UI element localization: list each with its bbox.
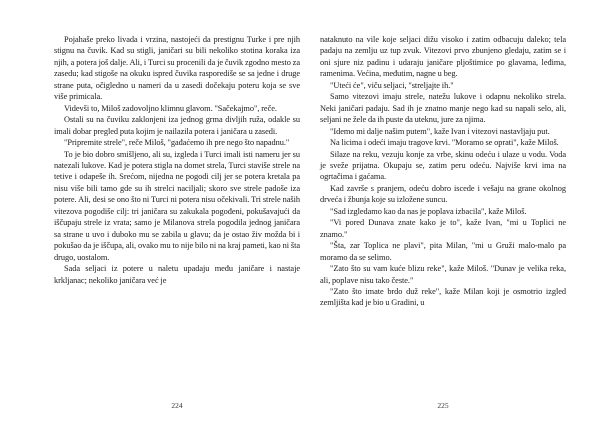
paragraph: Ostali su na čuviku zaklonjeni iza jednog grma divljih ruža, odakle su imali dobar pregled puta kojim je nailazila potera i janičara u zasedi. <box>54 115 300 136</box>
left-page-text <box>54 34 300 286</box>
paragraph: Sada seljaci iz potere u naletu upadaju među janičare i nastaje krkljanac; nekoliko janičara već je <box>54 264 300 285</box>
paragraph: "Zato što su vam kuće blizu reke", kaže Miloš. "Dunav je velika reka, ali, poplave nisu tako česte." <box>320 264 566 285</box>
paragraph: Kad završe s pranjem, odeću dobro iscede i vešaju na grane okolnog drveća i žbunja koje su izložene suncu. <box>320 183 566 205</box>
paragraph: "Idemo mi dalje našim putem", kaže Ivan i vitezovi nastavljaju put. <box>330 126 550 136</box>
paragraph: Samo vitezovi imaju strele, natežu lukove i odapnu nekoliko strela. Neki janičari padaju. Sad ih je znatno manje nego kad su napali selo, ali, seljani ne žele da ih puste da uteknu, jure za njima. <box>320 92 566 125</box>
paragraph: "Sad izgledamo kao da nas je poplava izbacila", kaže Miloš. <box>330 206 527 216</box>
paragraph: Pojahaše preko livada i vrzina, nastojeći da prestignu Turke i pre njih stignu na čuvik. Kad su stigli, janičari su bili nekoliko stotina koraka iza njih, a potera još dalje. Ali, i Turci su procenili da je čuvik zgodno mesto za zasedu; kad stigoše na okuku ispred čuvika rasporediše se sa jedne i druge strane puta, očigledno u nameri da u zasedi dočekaju poteru koja se sve više primicala. <box>54 35 300 102</box>
left-page <box>54 34 300 419</box>
left-page-number: 224 <box>171 401 183 410</box>
paragraph: nataknuto na vile koje seljaci dižu visoko i zatim odbacuju daleko; tela padaju na zemlju uz tup zvuk. Vitezovi prvo zbunjeno gledaju, zatim se i oni sjure niz padinu i udaraju janičare pljoštimice po glavama, leđima, ramenima. Većina, međutim, nagne u beg. <box>320 35 566 79</box>
paragraph: Silaze na reku, vezuju konje za vrbe, skinu odeću i ulaze u vodu. Voda je sveže prijatna. Okupaju se, zatim peru odeću. Najviše krvi ima na ogrtačima i gaćama. <box>320 149 566 182</box>
paragraph: "Uteći će", viču seljaci, "streljajte ih." <box>330 80 454 90</box>
paragraph: Videvši to, Miloš zadovoljno klimnu glavom. "Sačekajmo", reče. <box>64 103 277 113</box>
paragraph: To je bio dobro smišljeno, ali su, izgleda i Turci imali isti nameru jer su natezali lukove. Kad je potera stigla na domet strela, Turci staviše strele na tetive i odapeše ih. Srećom, nijedna ne pogodi cilj jer se potera kretala pa nisu više bili tamo gde su ih strelci naciljali; skoro sve strele padoše iza potere. Ali, desi se ono što ni Turci ni potera nisu očekivali. Tri strele naših vitezova pogodiše cilj: tri janičara su zakukala pogođeni, pokušavajući da iščupaju strele iz vrata; samo je Milanova strela pogodila jednog janičara sa strane u uvo i duboko mu se zabila u glavu; da je ostao živ možda bi i pokušao da je iščupa, ali, ovako mu to nije bilo ni na kraj pameti, kao ni šta drugo, uostalom. <box>54 149 300 262</box>
paragraph: "Zato što imate brdo duž reke", kaže Milan koji je osmotrio izgled zemljišta kad je bio u Gradini, u <box>320 286 566 308</box>
right-page-number: 225 <box>437 401 449 410</box>
paragraph: "Šta, zar Toplica ne plavi", pita Milan, "mi u Gruži malo-malo pa moramo da se selimo. <box>320 241 566 262</box>
paragraph: "Vi pored Dunava znate kako je to", kaže Ivan, "mi u Toplici ne znamo." <box>320 218 566 239</box>
right-page-text <box>320 34 566 309</box>
paragraph: Na licima i odeći imaju tragove krvi. "Moramo se oprati", kaže Miloš. <box>330 138 559 148</box>
right-page <box>320 34 566 419</box>
paragraph: "Pripremite strele", reče Miloš, "gađaćemo ih pre nego što napadnu." <box>64 138 290 148</box>
